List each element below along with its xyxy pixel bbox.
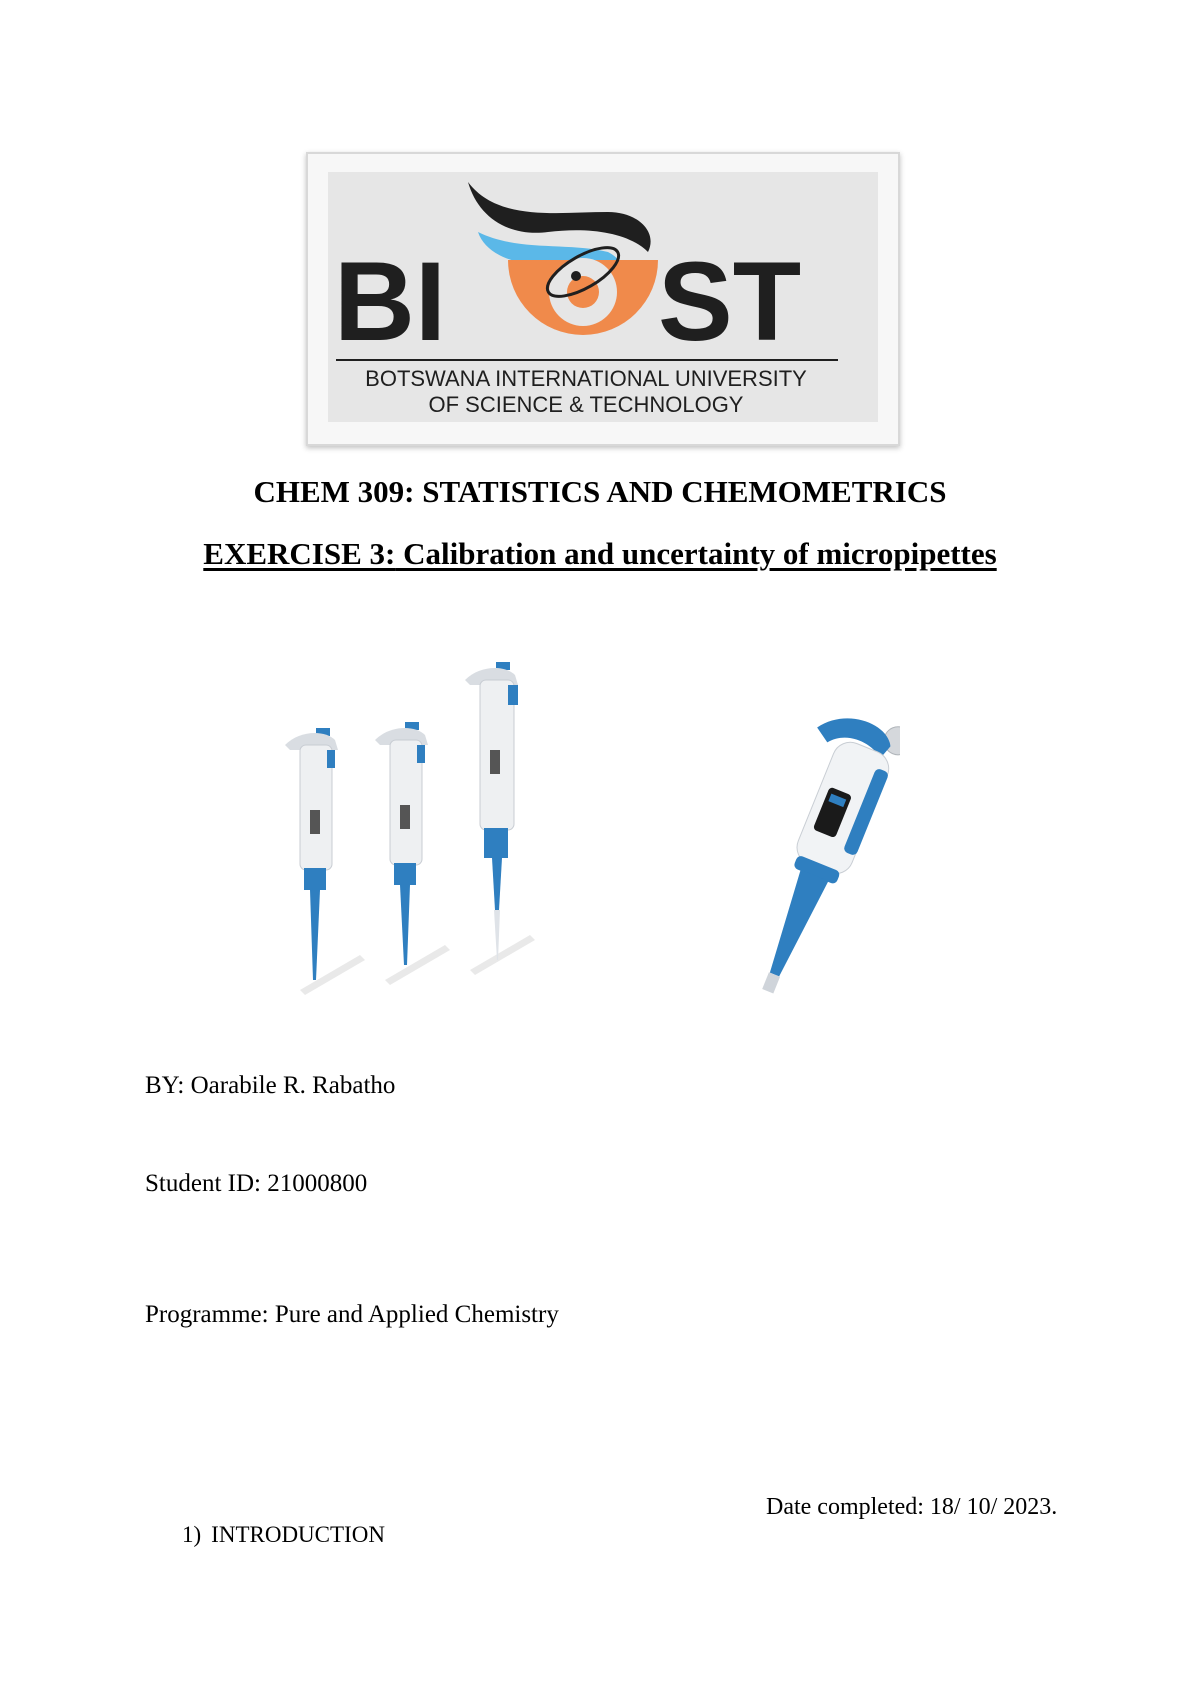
exercise-label: EXERCISE 3: [203,536,396,571]
logo-university-line2: OF SCIENCE & TECHNOLOGY [428,392,744,417]
biust-logo-graphic [328,172,878,422]
date-completed: Date completed: 18/ 10/ 2023. [766,1494,1058,1520]
exercise-name: Calibration and uncertainty of micropipettes [395,536,997,571]
university-logo [306,152,900,446]
three-pipettes-image [270,650,550,1010]
programme-line: Programme: Pure and Applied Chemistry [145,1301,559,1328]
logo-wordmark-left: BI [334,239,446,364]
section-title: INTRODUCTION [211,1522,385,1547]
logo-university-line1: BOTSWANA INTERNATIONAL UNIVERSITY [365,366,807,391]
pipette-medium [375,722,428,965]
digital-pipette-image [700,690,900,1010]
student-id-line: Student ID: 21000800 [145,1170,368,1197]
course-title: CHEM 309: STATISTICS AND CHEMOMETRICS [253,474,947,509]
section-heading [182,1522,385,1548]
pipette-small [285,728,338,980]
pipette-large [465,662,518,960]
section-number: 1) [182,1522,202,1547]
gear-icon [508,258,658,335]
logo-panel [328,172,878,422]
author-line: BY: Oarabile R. Rabatho [145,1072,396,1099]
exercise-title [0,536,1200,572]
logo-wordmark-right: ST [658,239,802,364]
